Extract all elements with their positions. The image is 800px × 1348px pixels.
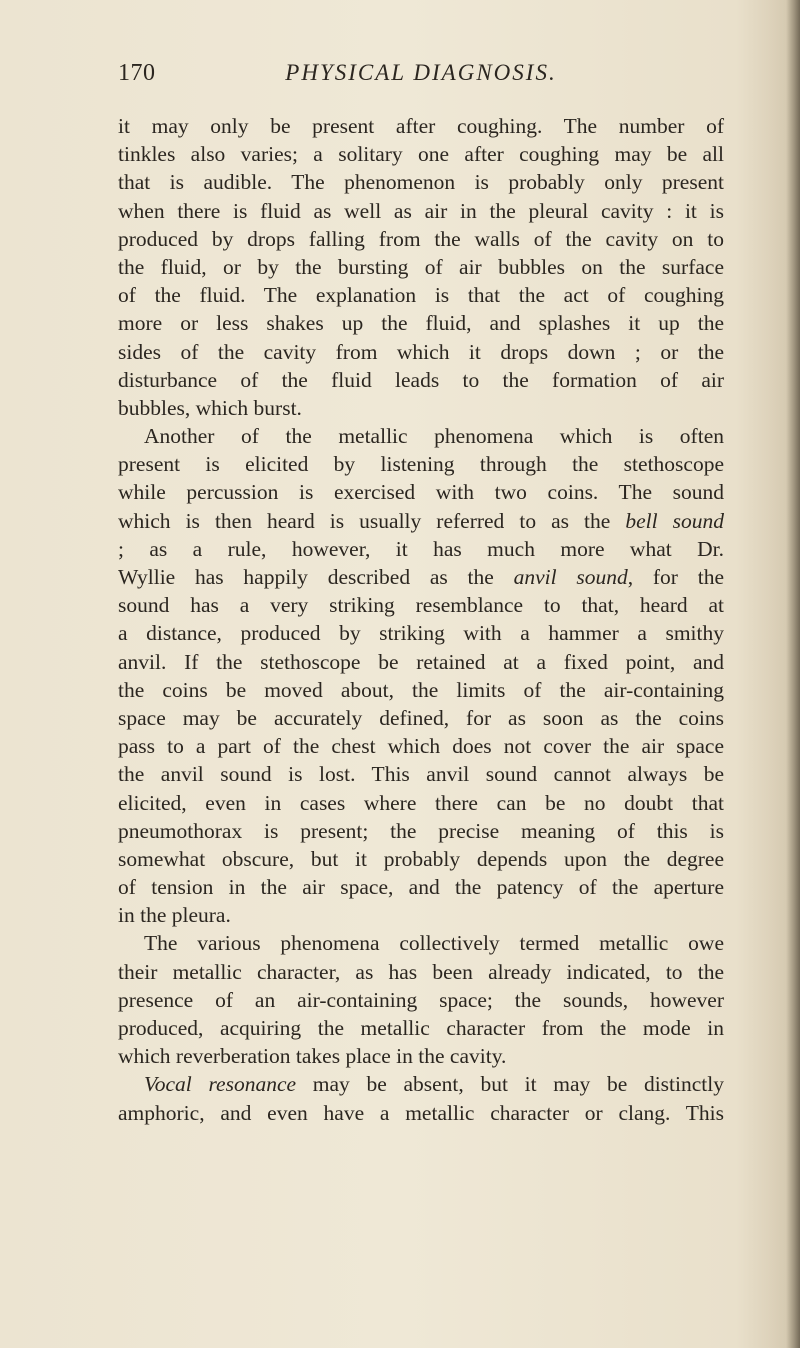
text-line: it may only be present after coughing. The number of	[118, 114, 724, 138]
text-line: present is elicited by listening through the stethoscope	[118, 452, 724, 477]
italic-term-bell: bell sound	[625, 508, 725, 533]
page-edge-shadow	[786, 0, 800, 1348]
text-line: Another of the metallic phenomena which is often	[144, 424, 724, 449]
text-line: sides of the cavity from which it drops down ; or the	[118, 339, 724, 364]
text-line: pass to a part of the chest which does not cover the air space	[118, 734, 724, 759]
text-line: The various phenomena collectively termed metallic owe	[144, 931, 724, 956]
text-segment: which is then heard is usually referred to as the	[118, 508, 611, 533]
text-line: bubbles, which burst.	[118, 395, 302, 420]
text-line: while percussion is exercised with two coins. The sound	[118, 480, 724, 505]
page-number: 170	[118, 60, 156, 86]
text-line	[118, 507, 724, 535]
text-line: of tension in the air space, and the patency of the aperture	[118, 875, 724, 900]
text-segment: ; as a rule, however, it has much more what Dr.	[118, 536, 724, 561]
text-line: produced, acquiring the metallic character from the mode in	[118, 1016, 724, 1040]
text-line: elicited, even in cases where there can be no doubt that	[118, 790, 724, 815]
text-line: in the pleura.	[118, 903, 231, 928]
text-line	[118, 535, 724, 563]
text-line: the anvil sound is lost. This anvil sound cannot always be	[118, 762, 724, 787]
text-line: produced by drops falling from the walls of the cavity on to	[118, 226, 724, 251]
text-line: pneumothorax is present; the precise meaning of this is	[118, 818, 724, 843]
page-header	[118, 60, 724, 96]
text-line: when there is fluid as well as air in the pleural cavity : it is	[118, 198, 724, 223]
italic-term-vocal-resonance: Vocal resonance	[144, 1072, 297, 1097]
text-line: more or less shakes up the fluid, and splashes it up the	[118, 311, 724, 336]
text-line: a distance, produced by striking with a hammer a smithy	[118, 621, 724, 646]
text-line: anvil. If the stethoscope be retained at a fixed point, and	[118, 649, 724, 674]
text-line: somewhat obscure, but it probably depends upon the degree	[118, 846, 724, 871]
text-line: amphoric, and even have a metallic character or clang. This	[118, 1100, 724, 1125]
text-line: which reverberation takes place in the cavity.	[118, 1044, 507, 1069]
text-line: their metallic character, as has been already indicated, to the	[118, 959, 724, 984]
text-segment: , for the	[627, 565, 725, 589]
text-line: disturbance of the fluid leads to the formation of air	[118, 367, 724, 392]
text-line: space may be accurately defined, for as soon as the coins	[118, 705, 724, 730]
italic-term-anvil: anvil sound	[513, 565, 628, 589]
text-line	[118, 563, 724, 591]
text-segment: Wyllie has happily described as the	[118, 565, 494, 589]
text-line: tinkles also varies; a solitary one after coughing may be all	[118, 142, 724, 167]
text-line: the coins be moved about, the limits of the air-containing	[118, 677, 724, 702]
running-title: PHYSICAL DIAGNOSIS.	[285, 60, 557, 85]
body-text	[118, 112, 724, 1127]
text-line	[118, 1070, 724, 1098]
text-line: that is audible. The phenomenon is probably only present	[118, 170, 724, 195]
text-line: sound has a very striking resemblance to that, heard at	[118, 593, 724, 618]
text-line: presence of an air-containing space; the sounds, however	[118, 987, 724, 1012]
text-line: the fluid, or by the bursting of air bubbles on the surface	[118, 254, 724, 279]
text-segment: may be absent, but it may be distinctly	[312, 1072, 724, 1097]
text-line: of the fluid. The explanation is that the act of coughing	[118, 283, 724, 308]
